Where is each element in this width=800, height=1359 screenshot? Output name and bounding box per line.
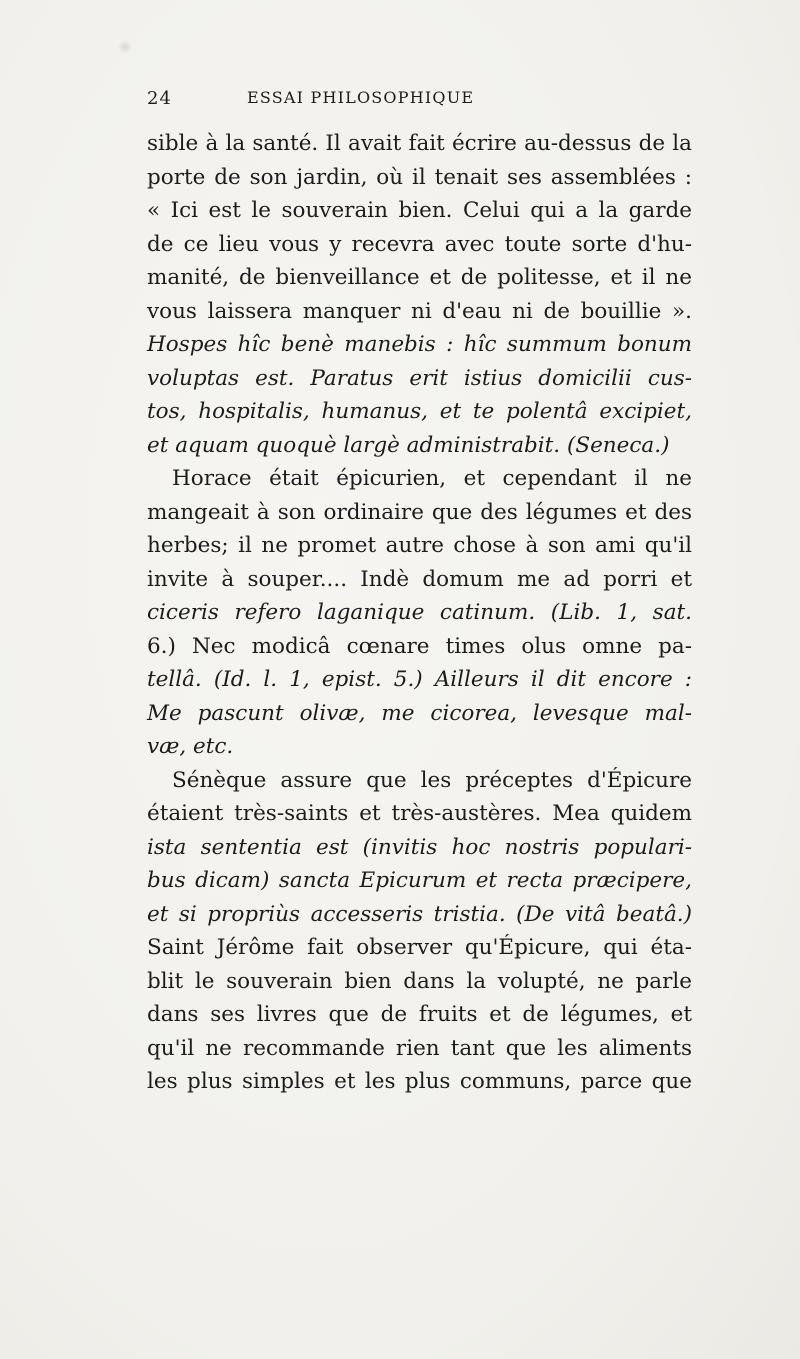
text-line: ciceris refero laganique catinum. (Lib. 1, sat.: [147, 600, 692, 625]
text-line: tos, hospitalis, humanus, et te polentâ excipiet,: [147, 399, 692, 424]
text-line: les plus simples et les plus communs, parce que: [147, 1069, 692, 1094]
text-line: invite à souper.... Indè domum me ad porri et: [147, 566, 692, 592]
text-line: Horace était épicurien, et cependant il ne: [172, 466, 692, 491]
text-line: et aquam quoquè largè administrabit. (Seneca.): [147, 432, 670, 458]
text-line: herbes; il ne promet autre chose à son ami qu'il: [147, 533, 692, 558]
text-line: mangeait à son ordinaire que des légumes et des: [147, 499, 692, 525]
text-line: voluptas est. Paratus erit istius domicilii cus-: [147, 365, 692, 391]
text-line: qu'il ne recommande rien tant que les aliments: [147, 1035, 692, 1061]
paper-smudge: [118, 40, 132, 54]
text-line: de ce lieu vous y recevra avec toute sorte d'hu-: [147, 231, 692, 257]
page-header: [147, 88, 687, 118]
text-line: væ, etc.: [147, 734, 234, 759]
text-line: porte de son jardin, où il tenait ses assemblées :: [147, 164, 692, 190]
text-line: 6.) Nec modicâ cœnare times olus omne pa-: [147, 633, 692, 659]
body-text: [147, 127, 692, 1099]
text-line: tellâ. (Id. l. 1, epist. 5.) Ailleurs il dit encore :: [147, 667, 692, 692]
text-line: Sénèque assure que les préceptes d'Épicure: [172, 767, 692, 793]
text-line: Saint Jérôme fait observer qu'Épicure, qui éta-: [147, 935, 692, 960]
text-line: ista sententia est (invitis hoc nostris populari-: [147, 834, 692, 860]
text-line: Hospes hîc benè manebis : hîc summum bonum: [147, 332, 692, 357]
text-line: manité, de bienveillance et de politesse, et il ne: [147, 265, 692, 290]
text-line: et si propriùs accesseris tristia. (De vitâ beatâ.): [147, 901, 692, 927]
text-line: blit le souverain bien dans la volupté, ne parle: [147, 968, 692, 994]
text-line: dans ses livres que de fruits et de légumes, et: [147, 1002, 692, 1027]
text-line: Me pascunt olivæ, me cicorea, levesque mal-: [147, 700, 692, 726]
text-line: sible à la santé. Il avait fait écrire au-dessus de la: [147, 131, 692, 156]
text-line: vous laissera manquer ni d'eau ni de bouillie ».: [147, 298, 692, 324]
text-line: « Ici est le souverain bien. Celui qui a la garde: [147, 198, 692, 223]
running-title: ESSAI PHILOSOPHIQUE: [247, 88, 475, 107]
text-line: bus dicam) sancta Epicurum et recta præcipere,: [147, 868, 692, 893]
text-line: étaient très-saints et très-austères. Mea quidem: [147, 801, 692, 826]
page-number: 24: [147, 88, 172, 109]
